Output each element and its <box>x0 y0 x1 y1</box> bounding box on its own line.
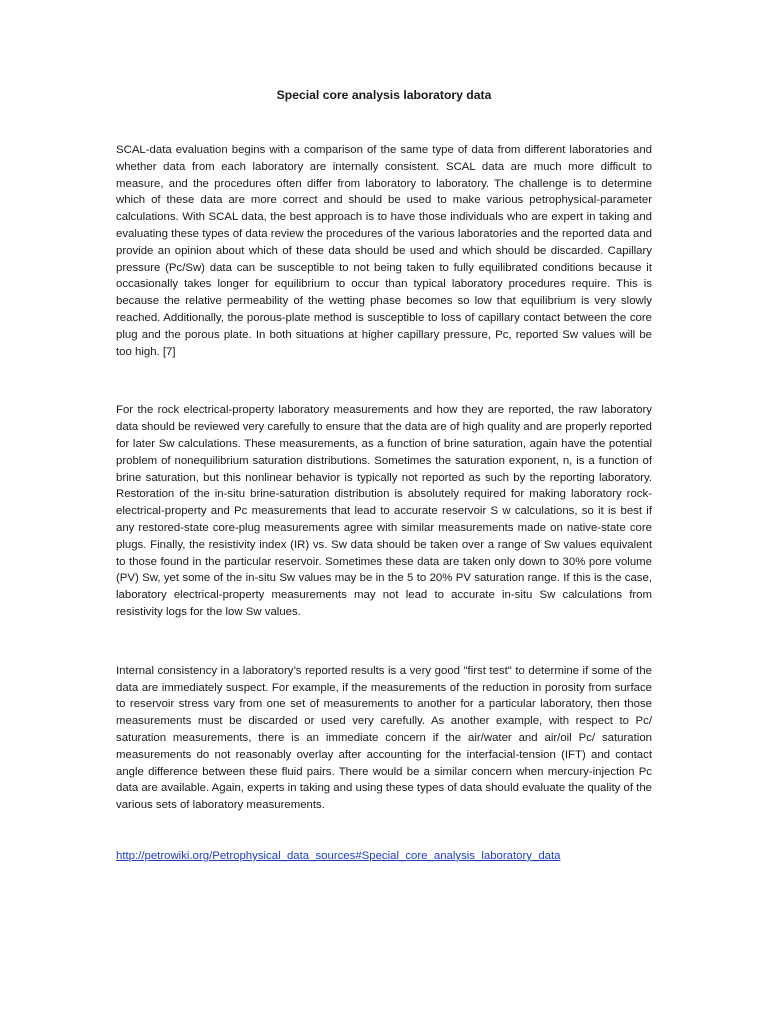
paragraph-internal-consistency: Internal consistency in a laboratory’s reported results is a very good "first test" to determine if some of the data are immediately suspect. For example, if the measurements of the reduction in porosity from surface to reservoir stress vary from one set of measurements to another for a particular laboratory, then those measurements must be discarded or used very carefully. As another example, with respect to Pc/ saturation measurements, there is an immediate concern if the air/water and air/oil Pc/ saturation measurements do not reasonably overlay after accounting for the interfacial-tension (IFT) and contact angle difference between these fluid pairs. There would be a similar concern when mercury-injection Pc data are available. Again, experts in taking and using these types of data should evaluate the quality of the various sets of laboratory measurements. <box>116 664 652 812</box>
paragraph-scal-evaluation: SCAL-data evaluation begins with a comparison of the same type of data from different laboratories and whether data from each laboratory are internally consistent. SCAL data are much more difficult to measure, and the procedures often differ from laboratory to laboratory. The challenge is to determine which of these data are more correct and should be used to make various petrophysical-parameter calculations. With SCAL data, the best approach is to have those individuals who are expert in taking and evaluating these types of data review the procedures of the various laboratories and the reported data and provide an opinion about which of these data should be used and which should be discarded. Capillary pressure (Pc/Sw) data can be susceptible to not being taken to fully equilibrated conditions because it occasionally takes longer for equilibrium to occur than typical laboratory procedures require. This is because the relative permeability of the wetting phase becomes so low that equilibrium is very slowly reached. Additionally, the porous-plate method is susceptible to loss of capillary contact between the core plug and the porous plate. In both situations at higher capillary pressure, Pc, reported Sw values will be too high. [7] <box>116 144 652 358</box>
document-title: Special core analysis laboratory data <box>276 88 492 102</box>
source-link[interactable]: http://petrowiki.org/Petrophysical_data_sources#Special_core_analysis_laboratory_data <box>116 849 561 862</box>
document-page <box>116 87 652 865</box>
paragraph-electrical-properties: For the rock electrical-property laboratory measurements and how they are reported, the raw laboratory data should be reviewed very carefully to ensure that the data are of high quality and are properly reported for later Sw calculations. These measurements, as a function of brine saturation, again have the potential problem of nonequilibrium saturation distributions. Sometimes the saturation exponent, n, is a function of brine saturation, but this nonlinear behavior is typically not reported as such by the reporting laboratory. Restoration of the in-situ brine-saturation distribution is absolutely required for making laboratory rock-electrical-property and Pc measurements that lead to accurate reservoir S w calculations, so it is best if any restored-state core-plug measurements agree with similar measurements made on native-state core plugs. Finally, the resistivity index (IR) vs. Sw data should be taken over a range of Sw values equivalent to those found in the particular reservoir. Sometimes these data are taken only down to 30% pore volume (PV) Sw, yet some of the in-situ Sw values may be in the 5 to 20% PV saturation range. If this is the case, laboratory electrical-property measurements may not lead to accurate in-situ Sw calculations from resistivity logs for the low Sw values. <box>116 404 652 618</box>
